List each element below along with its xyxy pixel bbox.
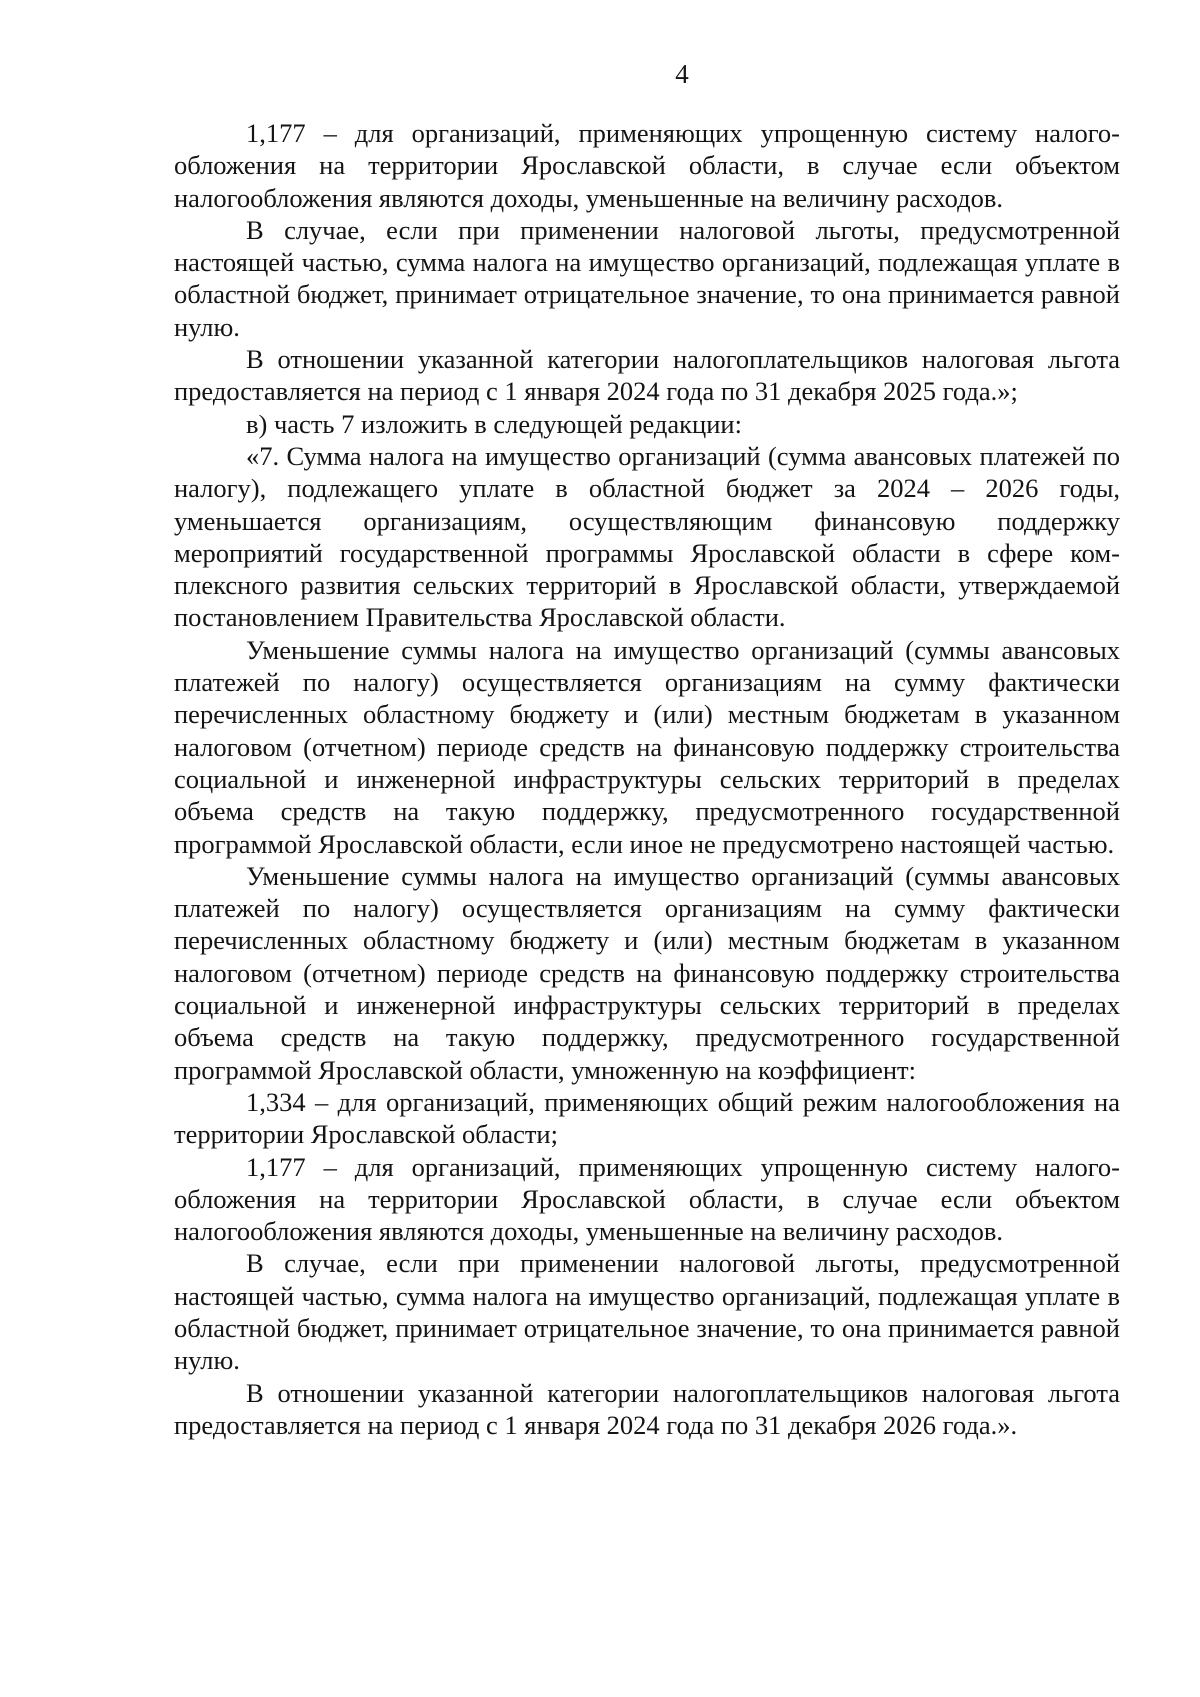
paragraph-benefit-period-2026: В отношении указанной категории налогоплательщиков налоговая льгота предоставляется на период с 1 января 2024 года по 31 декабря 2026 года.». (174, 1377, 1120, 1440)
paragraph-reduction-1: Уменьшение суммы налога на имущество организаций (суммы авансовых платежей по налогу) осуществляется организациям на сумму фактически перечисленных областному бюджету и (или) местным бюджетам в указанном налоговом (отчетном) периоде средств на финансовую поддержку строительства социальной и инженерной инфраструктуры сельских территорий в пределах объема средств на такую поддержку, предусмотренного государственной программой Ярославской области, если иное не предусмотрено настоящей частью. (174, 634, 1120, 859)
paragraph-coefficient-general: 1,334 – для организаций, применяющих общий режим налогообложения на территории Ярославской области; (174, 1086, 1120, 1150)
paragraph-coefficient-simplified-1: 1,177 – для организаций, применяющих упрощенную систему налогообложения на территории Ярославской области, в случае если объектом налогообложения являются доходы, уменьшенные на величину расходов. (174, 118, 1120, 213)
paragraph-negative-value-1: В случае, если при применении налоговой льготы, предусмотренной настоящей частью, сумма налога на имущество организаций, подлежащая уплате в областной бюджет, принимает отрицательное значение, то она принимается равной нулю. (174, 214, 1120, 342)
paragraph-negative-value-2: В случае, если при применении налоговой льготы, предусмотренной настоящей частью, сумма налога на имущество организаций, подлежащая уплате в областной бюджет, принимает отрицательное значение, то она принимается равной нулю. (174, 1248, 1120, 1376)
page-number: 4 (675, 59, 689, 89)
paragraph-reduction-2: Уменьшение суммы налога на имущество организаций (суммы авансовых платежей по налогу) осуществляется организациям на сумму фактически перечисленных областному бюджету и (или) местным бюджетам в указанном налоговом (отчетном) периоде средств на финансовую поддержку строительства социальной и инженерной инфраструктуры сельских территорий в пределах объема средств на такую поддержку, предусмотренного государственной программой Ярославской области, умноженную на коэффициент: (174, 860, 1120, 1085)
paragraph-part-7-text: «7. Сумма налога на имущество организаций (сумма авансовых платежей по налогу), подлежащего уплате в областной бюджет за 2024 – 2026 годы, уменьшается организациям, осуществляющим финансовую поддержку мероприятий государственной программы Ярославской области в сфере комплексного развития сельских территорий в Ярославской области, утверждаемой постановлением Правительства Ярославской области. (174, 440, 1120, 633)
document-body (174, 117, 1120, 1441)
paragraph-benefit-period-2025: В отношении указанной категории налогоплательщиков налоговая льгота предоставляется на период с 1 января 2024 года по 31 декабря 2025 года.»; (174, 344, 1120, 407)
paragraph-amendment-part-7: в) часть 7 изложить в следующей редакции: (246, 408, 742, 439)
paragraph-coefficient-simplified-2: 1,177 – для организаций, применяющих упрощенную систему налогообложения на территории Ярославской области, в случае если объектом налогообложения являются доходы, уменьшенные на величину расходов. (174, 1151, 1120, 1247)
